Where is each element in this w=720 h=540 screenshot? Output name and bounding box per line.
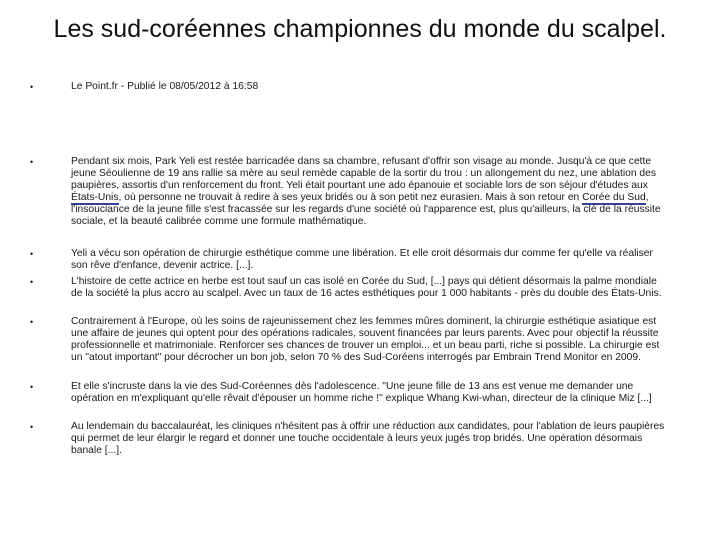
- highlight-coree-du-sud: Corée du Sud: [582, 192, 646, 203]
- paragraph-4: [30, 316, 670, 364]
- paragraph-3: [30, 276, 670, 300]
- bullet-icon: •: [30, 317, 34, 327]
- bullet-icon: •: [30, 249, 34, 259]
- paragraph-1-part-a: Pendant six mois, Park Yeli est restée barricadée dans sa chambre, refusant d'offrir son visage au monde. Jusqu'à ce que cette jeune Séoulienne de 19 ans rallie sa mère au seul remède capable de la sortir du trou : un allongement du nez, une ablation des paupières, assortis d'un renforcement du front. Yeli était pourtant une ado épanouie et sociable lors de son séjour d'études aux: [71, 156, 657, 191]
- highlight-etats-unis: États-Unis: [71, 192, 119, 203]
- paragraph-1-part-c: , l'insouciance de la jeune fille s'est fracassée sur les regards d'une société où l'apparence est, plus qu'ailleurs, la clé de la réussite sociale, et la beauté calibrée comme une formule mathématique.: [71, 192, 661, 227]
- paragraph-2: [30, 248, 670, 272]
- paragraph-1-part-b: , où personne ne trouvait à redire à ses yeux bridés ou à son petit nez eurasien. Mais à son retour en: [118, 192, 583, 203]
- bullet-icon: •: [30, 422, 34, 432]
- bullet-icon: •: [30, 157, 34, 167]
- paragraph-1: [30, 156, 670, 228]
- slide-title: Les sud-coréennes championnes du monde du scalpel.: [53, 15, 667, 43]
- paragraph-5: [30, 381, 670, 405]
- paragraph-6: [30, 421, 670, 457]
- bullet-icon: •: [30, 277, 34, 287]
- source-text: Le Point.fr - Publié le 08/05/2012 à 16:58: [71, 81, 259, 92]
- paragraph-2-text: Yeli a vécu son opération de chirurgie esthétique comme une libération. Et elle croit désormais dur comme fer qu'elle va réaliser son rêve d'enfance, devenir actrice. [...].: [71, 248, 653, 271]
- bullet-icon: •: [30, 382, 34, 392]
- paragraph-5-text: Et elle s'incruste dans la vie des Sud-Coréennes dès l'adolescence. "Une jeune fille de 13 ans est venue me demander une opération en m'expliquant qu'elle rêvait d'épouser un homme riche !" explique Whang Kwi-whan, directeur de la clinique Miz [...]: [71, 381, 652, 404]
- paragraph-3-text: L'histoire de cette actrice en herbe est tout sauf un cas isolé en Corée du Sud, [...] pays qui détient désormais la palme mondiale de la société la plus accro au scalpel. Avec un taux de 16 actes esthétiques pour 1 000 habitants - près du double des États-Unis.: [71, 276, 662, 299]
- paragraph-1-text: [71, 156, 670, 228]
- bullet-icon: •: [30, 82, 34, 92]
- paragraph-6-text: Au lendemain du baccalauréat, les cliniques n'hésitent pas à offrir une réduction aux candidates, pour l'ablation de leurs paupières qui permet de leur élargir le regard et donner une touche occidentale à leurs yeux jugés trop bridés. Une opération désormais banale [...].: [71, 421, 665, 456]
- source-line: [30, 81, 670, 93]
- paragraph-4-text: Contrairement à l'Europe, où les soins de rajeunissement chez les femmes mûres dominent, la chirurgie esthétique asiatique est une affaire de jeunes qui optent pour des opérations radicales, souvent financées par leurs parents. Avec pour objectif la réussite professionnelle et matrimoniale. Renforcer ses chances de trouver un emploi... et un beau parti, riche si possible. La chirurgie est un "atout important" pour décrocher un bon job, selon 70 % des Sud-Coréens interrogés par Embrain Trend Monitor en 2009.: [71, 316, 660, 363]
